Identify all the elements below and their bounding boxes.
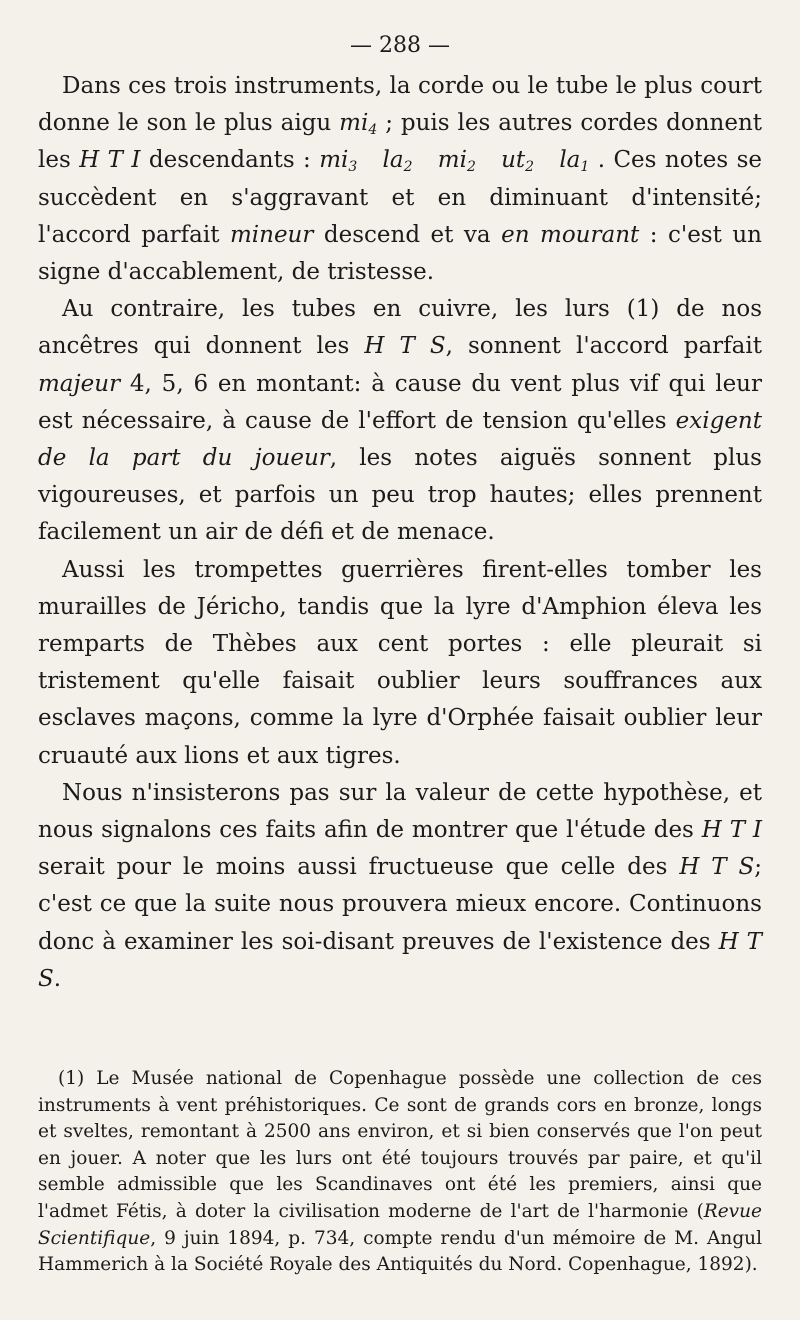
body-text bbox=[38, 68, 762, 998]
emphasis: mineur bbox=[229, 221, 314, 248]
paragraph-3: Aussi les trompettes guerrières firent-elles tomber les murailles de Jéricho, tandis que la lyre d'Amphion éleva les remparts de Thèbes aux cent portes : elle pleurait si tristement qu'elle faisait oublier leurs souffrances aux esclaves maçons, comme la lyre d'Orphée faisait oublier leur cruauté aux lions et aux tigres. bbox=[38, 556, 762, 769]
note-name: mi bbox=[339, 110, 369, 137]
text-run: : c'est un signe d'accablement, de tristesse. bbox=[38, 221, 762, 286]
emphasis: exigent de la part du joueur bbox=[38, 407, 762, 472]
hts-term: H T S bbox=[364, 333, 446, 360]
text-run: Nous n'insisterons pas sur la valeur de cette hypothèse, et nous signalons ces faits afin de montrer que l'étude des bbox=[38, 779, 762, 844]
note-name: mi bbox=[319, 147, 349, 174]
note-name: ut bbox=[501, 147, 526, 174]
note-octave: 2 bbox=[525, 159, 535, 176]
hti-term: H T I bbox=[701, 817, 763, 844]
text-run: Dans ces trois instruments, la corde ou le tube le plus court donne le son le plus aigu bbox=[38, 73, 762, 137]
note-name: la bbox=[559, 147, 581, 174]
text-run: descendants : bbox=[140, 147, 320, 174]
text-run: ; c'est ce que la suite nous prouvera mieux encore. Continuons donc à examiner les soi-disant preuves de l'existence des bbox=[38, 854, 762, 955]
text-run: . bbox=[53, 965, 62, 992]
emphasis: majeur bbox=[38, 370, 121, 397]
note-octave: 2 bbox=[466, 159, 476, 176]
text-run: Au contraire, les tubes en cuivre, les lurs (1) de nos ancêtres qui donnent les bbox=[38, 296, 762, 360]
citation-title: Revue Scientifique bbox=[38, 1201, 762, 1249]
text-run: , 9 juin 1894, p. 734, compte rendu d'un mémoire de M. Angul Hammerich à la Société Royale des Antiquités du Nord. Copenhague, 1892). bbox=[38, 1227, 762, 1276]
footnote-1 bbox=[38, 1066, 762, 1279]
note-octave: 1 bbox=[580, 159, 590, 176]
text-run: descend et va bbox=[313, 221, 502, 248]
hts-term: H T S bbox=[38, 928, 762, 992]
note-name: la bbox=[382, 147, 404, 174]
paragraph-2 bbox=[38, 291, 762, 551]
text-run: . Ces notes se succèdent en s'aggravant et en diminuant d'intensité; l'accord parfait bbox=[38, 147, 763, 248]
text-run: 4, 5, 6 en montant: à cause du vent plus vif qui leur est nécessaire, à cause de l'effort de tension qu'elles bbox=[38, 370, 762, 434]
note-octave: 2 bbox=[403, 159, 413, 176]
note-name: mi bbox=[437, 147, 467, 174]
note-octave: 3 bbox=[348, 159, 358, 176]
note-octave: 4 bbox=[368, 122, 378, 139]
note-mi4 bbox=[339, 110, 378, 139]
emphasis: en mourant bbox=[501, 221, 640, 248]
page-number: — 288 — bbox=[350, 33, 450, 58]
paragraph-4 bbox=[38, 775, 762, 998]
hts-term: H T S bbox=[679, 854, 755, 881]
text-run: ; puis les autres cordes donnent les bbox=[38, 110, 763, 174]
text-run: (1) Le Musée national de Copenhague possède une collection de ces instruments à vent préhistoriques. Ce sont de grands cors en bronze, longs et sveltes, remontant à 2500 ans environ, et si bien conservés que l'on peut en jouer. A noter que les lurs ont été toujours trouvés par paire, et qu'il semble admissible que les Scandinaves ont été les premiers, ainsi que l'admet Fétis, à doter la civilisation moderne de l'art de l'harmonie ( bbox=[38, 1068, 762, 1223]
text-run: , sonnent l'accord parfait bbox=[445, 333, 762, 360]
text-run: serait pour le moins aussi fructueuse que celle des bbox=[38, 854, 680, 881]
text-run: , les notes aiguës sonnent plus vigoureuses, et parfois un peu trop hautes; elles prennent facilement un air de défi et de menace. bbox=[38, 445, 762, 546]
hti-term: H T I bbox=[79, 147, 141, 174]
note-sequence bbox=[319, 147, 590, 176]
paragraph-1 bbox=[38, 68, 762, 291]
footnotes bbox=[38, 1066, 762, 1279]
